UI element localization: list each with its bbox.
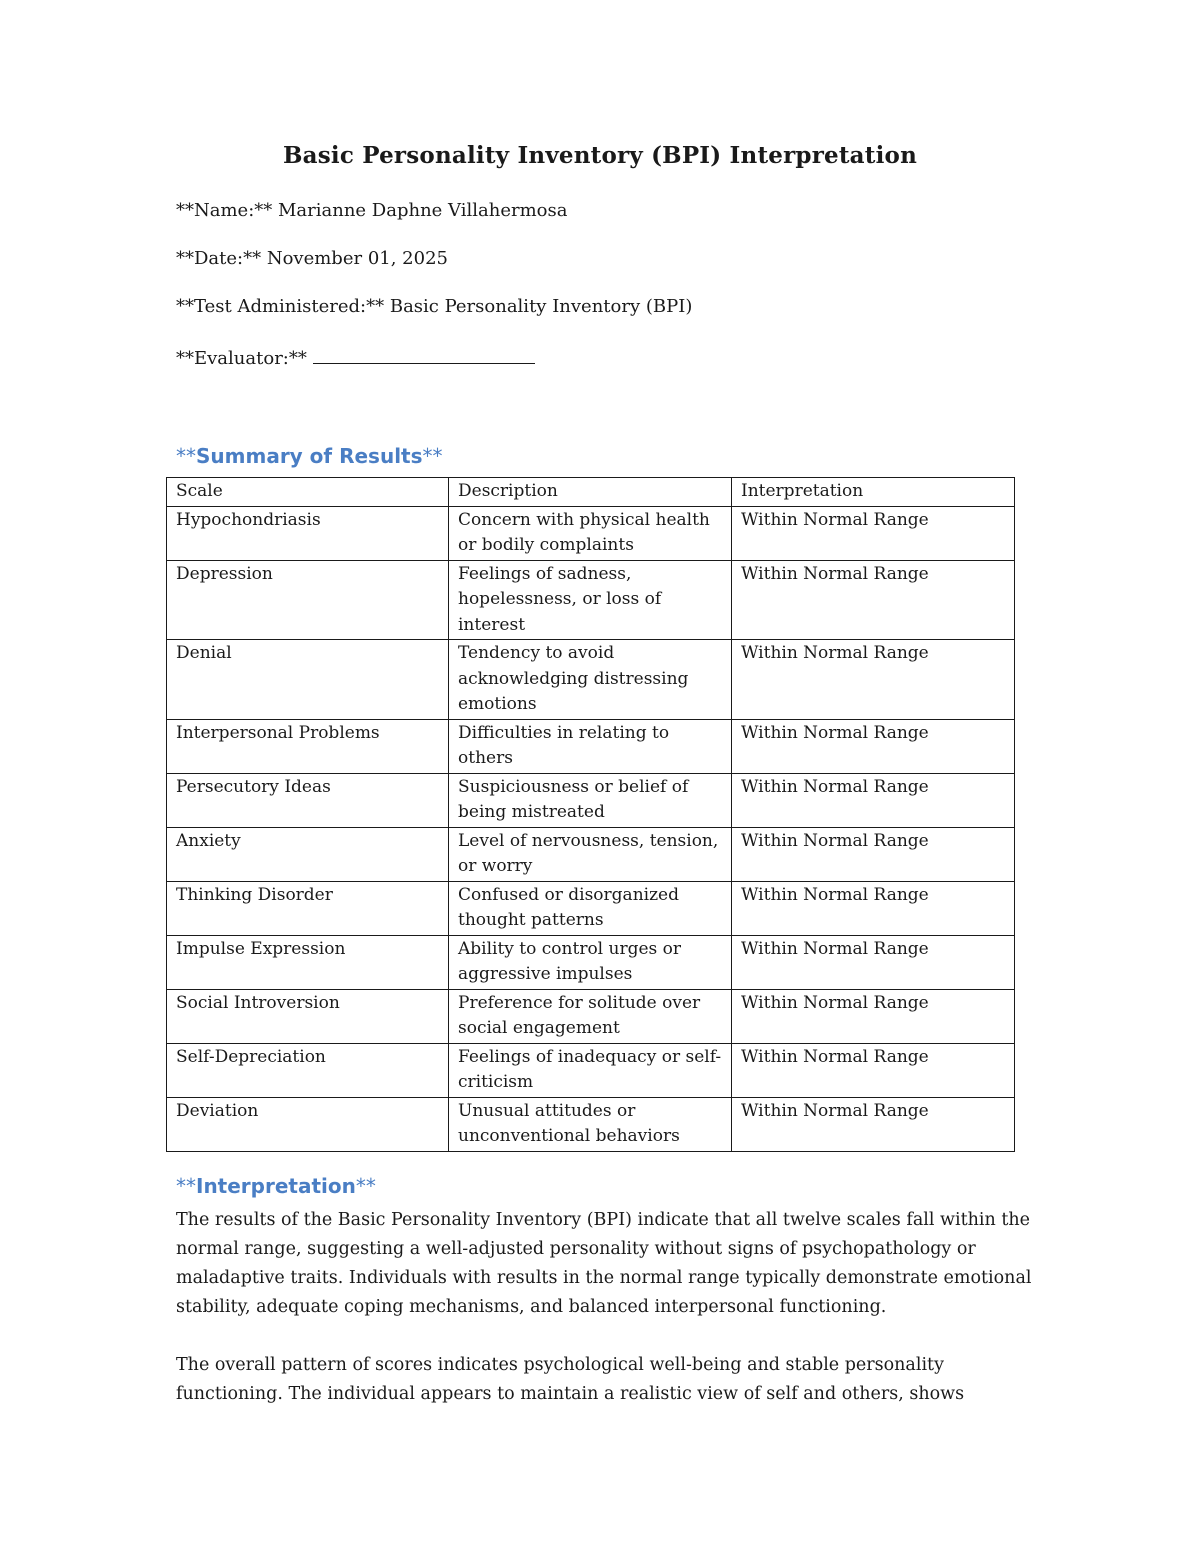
cell-description: Feelings of sadness, hopelessness, or loss of interest bbox=[449, 560, 732, 640]
interpretation-heading-text: Interpretation bbox=[196, 1174, 356, 1198]
cell-scale: Denial bbox=[167, 640, 449, 720]
name-field: **Name:** Marianne Daphne Villahermosa bbox=[176, 200, 568, 221]
cell-description: Unusual attitudes or unconventional behaviors bbox=[449, 1097, 732, 1151]
cell-scale: Hypochondriasis bbox=[167, 506, 449, 560]
cell-interpretation: Within Normal Range bbox=[732, 1043, 1015, 1097]
table-row bbox=[167, 989, 1015, 1043]
cell-description: Suspiciousness or belief of being mistreated bbox=[449, 773, 732, 827]
cell-interpretation: Within Normal Range bbox=[732, 506, 1015, 560]
interpretation-heading bbox=[176, 1174, 376, 1198]
table-header-row bbox=[167, 478, 1015, 507]
table-row bbox=[167, 773, 1015, 827]
header-description: Description bbox=[449, 478, 732, 507]
header-scale: Scale bbox=[167, 478, 449, 507]
cell-description: Difficulties in relating to others bbox=[449, 719, 732, 773]
table-row bbox=[167, 881, 1015, 935]
cell-scale: Deviation bbox=[167, 1097, 449, 1151]
date-field: **Date:** November 01, 2025 bbox=[176, 248, 448, 269]
interpretation-paragraph-2: The overall pattern of scores indicates psychological well-being and stable personality functioning. The individual appears to maintain a realistic view of self and others, shows bbox=[176, 1355, 965, 1404]
table-row bbox=[167, 935, 1015, 989]
document-title: Basic Personality Inventory (BPI) Interpretation bbox=[282, 142, 917, 169]
evaluator-field bbox=[176, 345, 535, 369]
cell-scale: Social Introversion bbox=[167, 989, 449, 1043]
evaluator-label: **Evaluator:** bbox=[176, 348, 307, 369]
cell-interpretation: Within Normal Range bbox=[732, 719, 1015, 773]
cell-interpretation: Within Normal Range bbox=[732, 773, 1015, 827]
cell-description: Feelings of inadequacy or self-criticism bbox=[449, 1043, 732, 1097]
cell-scale: Interpersonal Problems bbox=[167, 719, 449, 773]
interpretation-heading-stars-close: ** bbox=[355, 1174, 376, 1198]
cell-scale: Depression bbox=[167, 560, 449, 640]
cell-scale: Persecutory Ideas bbox=[167, 773, 449, 827]
cell-interpretation: Within Normal Range bbox=[732, 560, 1015, 640]
table-row bbox=[167, 506, 1015, 560]
cell-interpretation: Within Normal Range bbox=[732, 989, 1015, 1043]
cell-description: Preference for solitude over social engagement bbox=[449, 989, 732, 1043]
summary-heading-stars-close: ** bbox=[422, 444, 443, 468]
evaluator-blank-line bbox=[313, 345, 535, 364]
table-row bbox=[167, 719, 1015, 773]
cell-description: Ability to control urges or aggressive impulses bbox=[449, 935, 732, 989]
table-row bbox=[167, 1097, 1015, 1151]
header-interpretation: Interpretation bbox=[732, 478, 1015, 507]
table-row bbox=[167, 1043, 1015, 1097]
summary-heading-text: Summary of Results bbox=[196, 444, 423, 468]
cell-interpretation: Within Normal Range bbox=[732, 935, 1015, 989]
cell-description: Confused or disorganized thought patterns bbox=[449, 881, 732, 935]
table-row bbox=[167, 560, 1015, 640]
cell-description: Tendency to avoid acknowledging distressing emotions bbox=[449, 640, 732, 720]
test-administered-field: **Test Administered:** Basic Personality Inventory (BPI) bbox=[176, 296, 693, 317]
results-table bbox=[166, 477, 1015, 1152]
cell-scale: Anxiety bbox=[167, 827, 449, 881]
table-row bbox=[167, 827, 1015, 881]
cell-interpretation: Within Normal Range bbox=[732, 827, 1015, 881]
summary-heading-stars-open: ** bbox=[176, 444, 196, 468]
summary-heading bbox=[176, 444, 443, 468]
interpretation-paragraph-1: The results of the Basic Personality Inventory (BPI) indicate that all twelve scales fall within the normal range, suggesting a well-adjusted personality without signs of psychopathology or maladaptive traits. Individuals with results in the normal range typically demonstrate emotional stability, adequate coping mechanisms, and balanced interpersonal functioning. bbox=[176, 1210, 1032, 1317]
cell-description: Concern with physical health or bodily complaints bbox=[449, 506, 732, 560]
cell-interpretation: Within Normal Range bbox=[732, 881, 1015, 935]
table-row bbox=[167, 640, 1015, 720]
cell-scale: Impulse Expression bbox=[167, 935, 449, 989]
cell-scale: Self-Depreciation bbox=[167, 1043, 449, 1097]
cell-interpretation: Within Normal Range bbox=[732, 1097, 1015, 1151]
interpretation-heading-stars-open: ** bbox=[176, 1174, 196, 1198]
cell-scale: Thinking Disorder bbox=[167, 881, 449, 935]
cell-description: Level of nervousness, tension, or worry bbox=[449, 827, 732, 881]
cell-interpretation: Within Normal Range bbox=[732, 640, 1015, 720]
